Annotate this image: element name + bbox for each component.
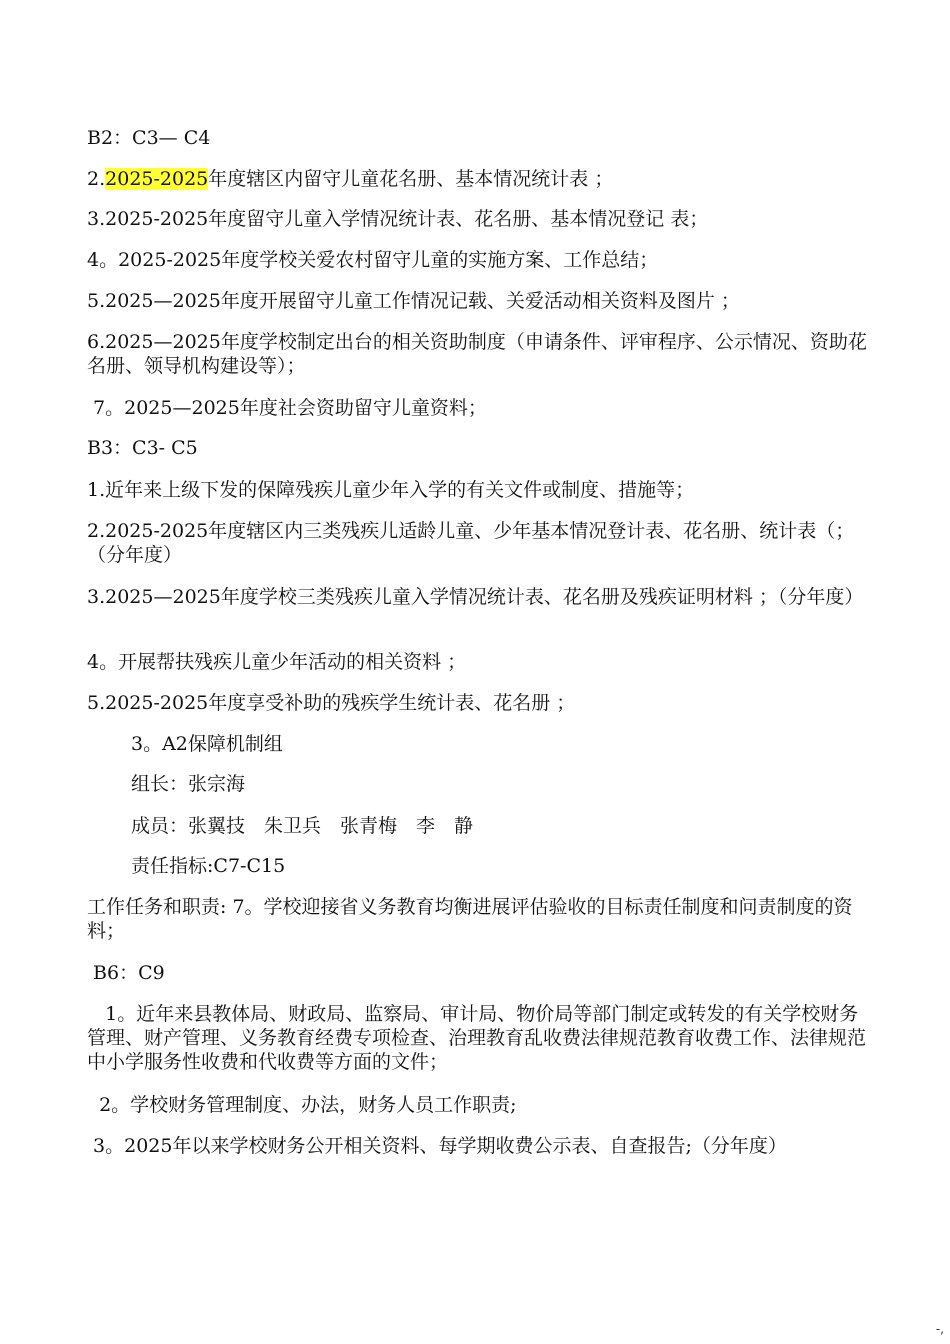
b2-item-2-text: 年度辖区内留守儿童花名册、基本情况统计表 ；	[208, 168, 614, 190]
b2-item-3: 3.2025-2025年度留守儿童入学情况统计表、花名册、基本情况登记 表；	[87, 208, 709, 230]
b2-item-7: 7。2025—2025年度社会资助留守儿童资料；	[87, 397, 487, 419]
group-a2-leader: 组长：张宗海	[131, 773, 246, 795]
group-a2-title: 3。A2保障机制组	[131, 733, 283, 755]
b3-item-1: 1.近年来上级下发的保障残疾儿童少年入学的有关文件或制度、措施等；	[87, 479, 695, 501]
section-b2-heading: B2：C3— C4	[87, 127, 211, 149]
group-a2-indicators: 责任指标:C7-C15	[131, 855, 286, 877]
duties-paragraph: 工作任务和职责: 7。学校迎接省义务教育均衡进展评估验收的目标责任制度和问责制度的资料；	[87, 896, 853, 942]
b2-item-2	[87, 167, 872, 191]
b3-item-3: 3.2025—2025年度学校三类残疾儿童入学情况统计表、花名册及残疾证明材料 ；（分年度）	[87, 586, 864, 608]
b3-item-2: 2.2025-2025年度辖区内三类残疾儿适龄儿童、少年基本情况登计表、花名册、统计表（；（分年度）	[87, 520, 855, 566]
group-a2-members: 成员：张翼技 朱卫兵 张青梅 李 静	[131, 815, 474, 837]
b3-item-5: 5.2025-2025年度享受补助的残疾学生统计表、花名册 ；	[87, 692, 576, 714]
b2-item-4: 4。2025-2025年度学校关爱农村留守儿童的实施方案、工作总结；	[87, 249, 659, 271]
b2-item-2-prefix: 2.	[87, 168, 106, 190]
b2-item-5: 5.2025—2025年度开展留守儿童工作情况记载、关爱活动相关资料及图片 ；	[87, 290, 740, 312]
b6-item-1: 1。近年来县教体局、财政局、监察局、审计局、物价局等部门制定或转发的有关学校财务管理、财产管理、义务教育经费专项检查、治理教育乱收费法律规范教育收费工作、法律规范中小学服务性收费和代收费等方面的文件；	[87, 1003, 867, 1073]
b2-item-6: 6.2025—2025年度学校制定出台的相关资助制度（申请条件、评审程序、公示情况、资助花名册、领导机构建设等）；	[87, 331, 867, 377]
highlighted-year-range: 2025-2025	[105, 168, 209, 190]
section-b6-heading: B6：C9	[87, 962, 165, 984]
b3-item-4: 4。开展帮扶残疾儿童少年活动的相关资料 ；	[87, 651, 467, 673]
corner-mark: -,	[935, 1322, 944, 1336]
section-b3-heading: B3：C3- C5	[87, 437, 198, 459]
b6-item-2: 2。学校财务管理制度、办法，财务人员工作职责;	[87, 1094, 517, 1116]
b6-item-3: 3。2025年以来学校财务公开相关资料、每学期收费公示表、自查报告;（分年度）	[87, 1135, 787, 1157]
